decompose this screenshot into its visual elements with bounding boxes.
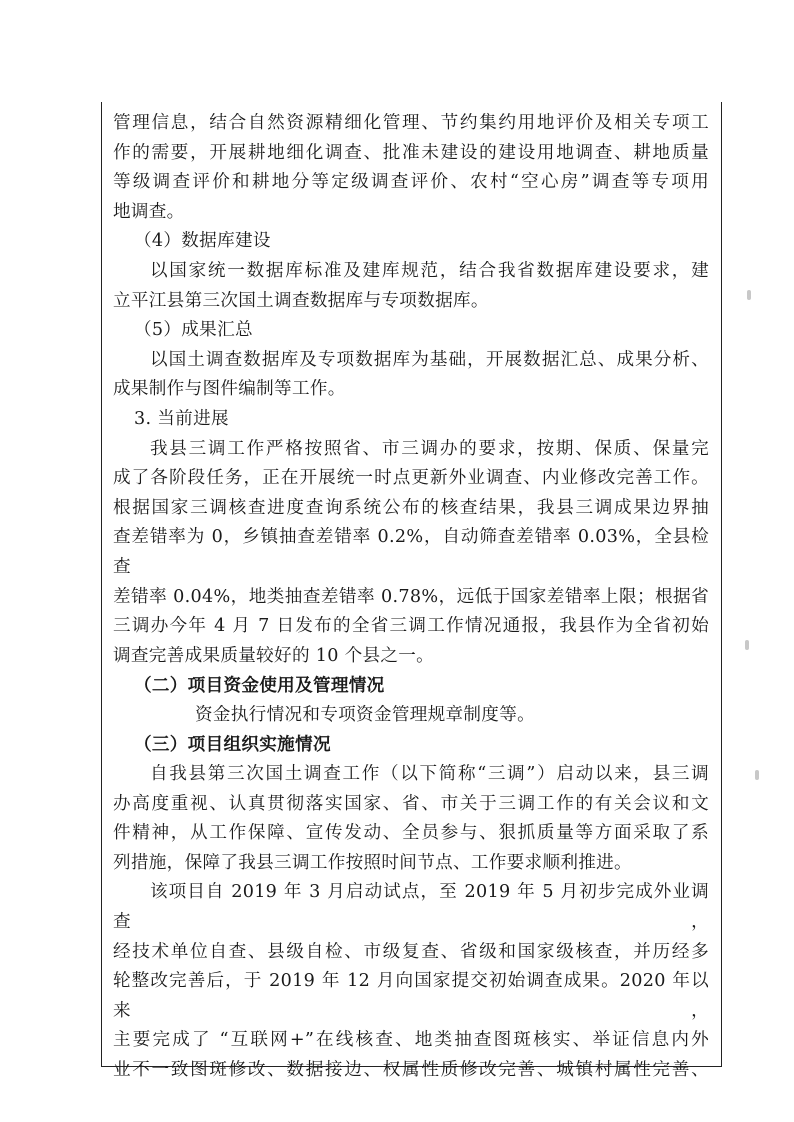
text-line: 管理信息，结合自然资源精细化管理、节约集约用地评价及相关专项工 xyxy=(113,113,709,133)
text-line: 地调查。 xyxy=(113,201,185,222)
text-line: 轮整改完善后，于 2019 年 12 月向国家提交初始调查成果。2020 年以来， xyxy=(113,971,709,1021)
subheading-progress: 3. 当前进展 xyxy=(134,408,229,429)
text-line: 主要完成了 “互联网+”在线核查、地类抽查图斑核实、举证信息内外 xyxy=(113,1030,709,1051)
text-line: 调查完善成果质量较好的 10 个县之一。 xyxy=(113,645,435,666)
section-heading-funds: （二）项目资金使用及管理情况 xyxy=(134,675,385,697)
text-line: 立平江县第三次国土调查数据库与专项数据库。 xyxy=(113,290,489,311)
text-line: 以国家统一数据库标准及建库规范，结合我省数据库建设要求，建 xyxy=(149,260,709,281)
text-line: 该项目自 2019 年 3 月启动试点，至 2019 年 5 月初步完成外业调查， xyxy=(113,882,709,933)
scan-speck xyxy=(745,640,749,650)
text-line: 成了各阶段任务，正在开展统一时点更新外业调查、内业修改完善工作。 xyxy=(113,468,709,489)
text-line: 差错率 0.04%，地类抽查差错率 0.78%，远低于国家差错率上限；根据省 xyxy=(113,586,709,607)
text-line: 以国土调查数据库及专项数据库为基础，开展数据汇总、成果分析、 xyxy=(149,349,709,370)
note-funds: 资金执行情况和专项资金管理规章制度等。 xyxy=(195,704,535,725)
text-line: 查差错率为 0，乡镇抽查差错率 0.2%，自动筛查差错率 0.03%，全县检查 xyxy=(113,527,709,577)
text-line: 三调办今年 4 月 7 日发布的全省三调工作情况通报，我县作为全省初始 xyxy=(113,616,709,637)
subheading-summary: （5）成果汇总 xyxy=(134,320,253,341)
text-line: 件精神，从工作保障、宣传发动、全员参与、狠抓质量等方面采取了系 xyxy=(113,823,709,844)
text-line: 成果制作与图件编制等工作。 xyxy=(113,379,346,400)
text-line: 业不一致图斑修改、数据接边、权属性质修改完善、城镇村属性完善、 xyxy=(113,1060,709,1080)
section-heading-implementation: （三）项目组织实施情况 xyxy=(134,734,331,756)
text-line: 作的需要，开展耕地细化调查、批准未建设的建设用地调查、耕地质量 xyxy=(113,142,709,163)
text-line: 办高度重视、认真贯彻落实国家、省、市关于三调工作的有关会议和文 xyxy=(113,793,709,814)
text-line: 自我县第三次国土调查工作（以下简称“三调”）启动以来，县三调 xyxy=(149,764,709,785)
text-line: 等级调查评价和耕地分等定级调查评价、农村“空心房”调查等专项用 xyxy=(113,172,709,193)
subheading-database: （4）数据库建设 xyxy=(134,231,271,252)
document-body xyxy=(113,109,709,1086)
text-line: 我县三调工作严格按照省、市三调办的要求，按期、保质、保量完 xyxy=(149,438,709,459)
scan-speck xyxy=(755,770,759,780)
text-line: 经技术单位自查、县级自检、市级复查、省级和国家级核查，并历经多 xyxy=(113,941,709,962)
scan-speck xyxy=(747,290,751,300)
text-line: 根据国家三调核查进度查询系统公布的核查结果，我县三调成果边界抽 xyxy=(113,497,709,518)
text-line: 列措施，保障了我县三调工作按照时间节点、工作要求顺利推进。 xyxy=(113,852,632,873)
